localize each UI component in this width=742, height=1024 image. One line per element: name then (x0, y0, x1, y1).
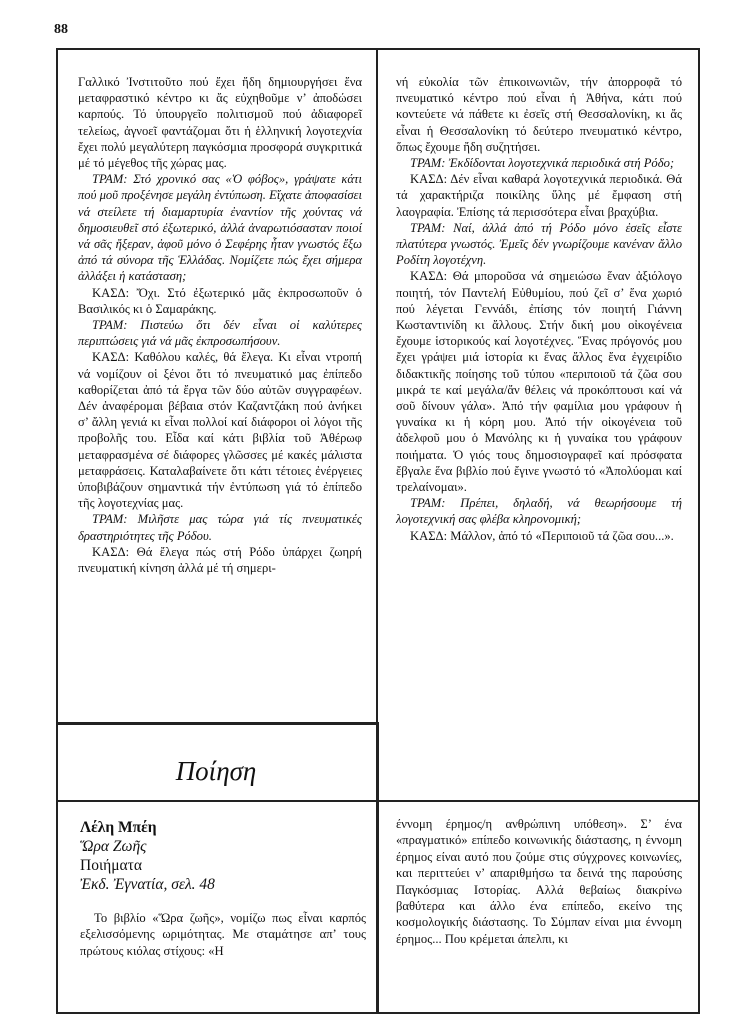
interview-question: ΤΡΑΜ: Ναί, ἀλλά ἀπό τή Ρόδο μόνο ἐσεῖς εἶστε πλατύτερα γνωστός. Ἐμεῖς δέν γνωρίζουμε κανέναν ἄλλο Ροδίτη λογοτέχνη. (396, 220, 682, 268)
interview-answer: ΚΑΣΔ: Θά ἔλεγα πώς στή Ρόδο ὑπάρχει ζωηρή πνευματική κίνηση ἀλλά μέ τή σημερι- (78, 544, 362, 576)
review-paragraph: Το βιβλίο «Ὥρα ζωῆς», νομίζω πως εἶναι καρπός εξελισσόμενης ωριμότητας. Με σταμάτησε απ’ τους πρώτους κιόλας στίχους: «Η (80, 911, 366, 958)
interview-question: ΤΡΑΜ: Στό χρονικό σας «Ὁ φόβος», γράψατε κάτι πού μοῦ προξένησε μεγάλη ἐντύπωση. Εἴχατε ἀποφασίσει νά στείλετε τή διαμαρτυρία ἐναντίον τῆς χούντας νά δημοσιευθεῖ στό ἐξωτερικό, ἀλλά ἀναρωτιόσασταν ποιοί νά σᾶς ἤξεραν, ἀφοῦ μόνο ὁ Σεφέρης ἦταν γνωστός ἔξω ἀπό τά σύνορα τῆς Ἑλλάδας. Νομίζετε πώς ἔχει σήμερα ἀλλάξει ἡ κατάσταση; (78, 172, 362, 284)
column-divider-upper (376, 48, 378, 722)
column-divider-lower (376, 722, 379, 1014)
interview-answer: ΚΑΣΔ: Μάλλον, ἀπό τό «Περιποιοῦ τά ζῶα σου...». (410, 528, 674, 543)
interview-question: ΤΡΑΜ: Μιλῆστε μας τώρα γιά τίς πνευματικές δραστηριότητες τῆς Ρόδου. (78, 512, 362, 543)
frame-left-rule (56, 48, 58, 1014)
page-number: 88 (54, 22, 68, 37)
interview-question: ΤΡΑΜ: Πρέπει, δηλαδή, νά θεωρήσουμε τή λογοτεχνική σας φλέβα κληρονομική; (396, 496, 682, 527)
interview-right-column (396, 74, 682, 544)
book-publisher: Ἐκδ. Ἐγνατία, σελ. 48 (80, 876, 215, 893)
section-title: Ποίηση (175, 756, 257, 786)
interview-answer: ΚΑΣΔ: Καθόλου καλές, θά ἔλεγα. Κι εἶναι ντροπή νά νομίζουν οἱ ξένοι ὅτι τό πνευματικό μας ἐπίπεδο καθορίζεται ἀπό τά ἔργα τῶν δύο αὐτῶν συγγραφέων. Δέν ἀναφέρομαι βέβαια στόν Καζαντζάκη πού ἀνήκει σ’ ἄλλη γενιά κι εἶναι πολλοί καί διάφοροι οἱ λόγοι τῆς προβολῆς του. Εἶδα καί κάτι βιβλία τοῦ Ἀθέρωφ μεταφρασμένα σέ διάφορες γλῶσσες μέ κακές μάλιστα μεταφράσεις. Καταλαβαίνετε ὅτι κάτι τέτοιες ἐνέργειες ὑποβιβάζουν σημαντικά τήν ἐντύπωση γιά τό ἐπίπεδο τῆς λογοτεχνίας μας. (78, 350, 362, 511)
review-left-column (80, 910, 366, 959)
interview-question: ΤΡΑΜ: Πιστεύω ὅτι δέν εἶναι οἱ καλύτερες περιπτώσεις γιά νά μᾶς ἐκπροσωπήσουν. (78, 318, 362, 349)
frame-right-rule (698, 48, 700, 1014)
interview-question: ΤΡΑΜ: Ἐκδίδονται λογοτεχνικά περιοδικά στή Ρόδο; (410, 156, 675, 171)
interview-paragraph: νή εὐκολία τῶν ἐπικοινωνιῶν, τήν ἀπορροφᾶ τό πνευματικό κέντρο πού εἶναι ἡ Ἀθήνα, κάτι πού κοντεύετε νά πάθετε κι ἐσεῖς στή Θεσσαλονίκη, κι ἄς εἶναι ἡ Θεσσαλονίκη τό δεύτερο πνευματικό κέντρο, ὅπως ἔχουμε ἤδη συζητήσει. (396, 75, 682, 154)
interview-answer: ΚΑΣΔ: Δέν εἶναι καθαρά λογοτεχνικά περιοδικά. Θά τά χαρακτήριζα ποικίλης ὕλης μέ ἔμφαση στή λαογραφία. Ἐπίσης τά περισσότερα εἶναι βραχύβια. (396, 172, 682, 219)
review-paragraph: έννομη έρημος/η ανθρώπινη υπόθεση». Σ’ ένα «πραγματικό» επίπεδο κοινωνικής διάστασης, η έννομη έρημος είναι αυτό που ζούμε στις σύγχρονες κοινωνίες, και περιττεύει ν’ απαριθμήσω τα δεινά της παρούσης Παγκόσμιας Ιστορίας. Αλλά θεβαίως διακρίνω βαθύτερα και άλλο ένα επίπεδο, εκείνο της κοσμολογικής διάστασης. Το Σύμπαν είναι μια έννομη έρημος... Που κρέμεται άπελπι, κι (396, 817, 682, 946)
section-top-rule-left (56, 722, 377, 725)
interview-answer: ΚΑΣΔ: Θά μποροῦσα νά σημειώσω ἕναν ἀξιόλογο ποιητή, τόν Παντελή Εὐθυμίου, πού ζεῖ σ’ ἕνα χωριό πού λέγεται Γεννάδι, ἐπίσης τόν ποιητή Γιάννη Κωσταντινίδη κι ἄλλους. Στήν δική μου οἰκογένεια ἔχουμε ἱστορικούς καί λογοτέχνες. Ἕνας πρόγονός μου ἔχει γράψει μιά ἱστορία κι ἕνας ἄλλος ἔνα ἐγχειρίδιο διδακτικῆς ποίησης τοῦ τύπου «περιποιοῦ τά ζῶα σου μικρά τε καί μεγάλα/ἄν θέλεις νά προκόπτουσι καί νά σοῦ δίνουν γάλα». Ἀπό τήν φαμίλια μου γράφουν ἡ γυναίκα κι ἡ κόρη μου. Ἀπό τήν οἰκογένεια τοῦ ἀδελφοῦ μου ὁ Μανόλης κι ἡ γυναίκα του γράφουν ποιήματα. Ὁ γιός τους δημοσιογραφεῖ καί πρόσφατα ἔβγαλε ἕνα βιβλίο πού ἔγινε γνωστό τό «Ἀπολύομαι καί τρελαίνομαι». (396, 269, 682, 495)
section-bottom-rule (56, 800, 700, 802)
interview-left-column (78, 74, 362, 576)
book-title: Ὥρα Ζωῆς (80, 838, 147, 855)
review-right-column (396, 816, 682, 947)
frame-top-rule (56, 48, 700, 50)
interview-answer: ΚΑΣΔ: Ὄχι. Στό ἐξωτερικό μᾶς ἐκπροσωποῦν ὁ Βασιλικός κι ὁ Σαμαράκης. (78, 285, 362, 316)
book-author: Λέλη Μπέη (80, 819, 157, 836)
book-info (80, 818, 370, 894)
page-frame (56, 48, 700, 1014)
book-genre: Ποιήματα (80, 857, 142, 874)
interview-paragraph: Γαλλικό Ἰνστιτοῦτο πού ἔχει ἤδη δημιουργήσει ἕνα μεταφραστικό κέντρο κι ἄς εὐχηθοῦμε ν’ ἀποδώσει καρπούς. Τό ὑπουργεῖο πολιτισμοῦ πού ἀδιαφορεῖ τελείως, ἀγνοεῖ φαντάζομαι ὅτι ἡ ἑλληνική λογοτεχνία ἔχει πολύ μεγαλύτερη παγκόσμια προσφορά συγκριτικά μέ τό μέγεθος τῆς χώρας μας. (78, 75, 362, 171)
